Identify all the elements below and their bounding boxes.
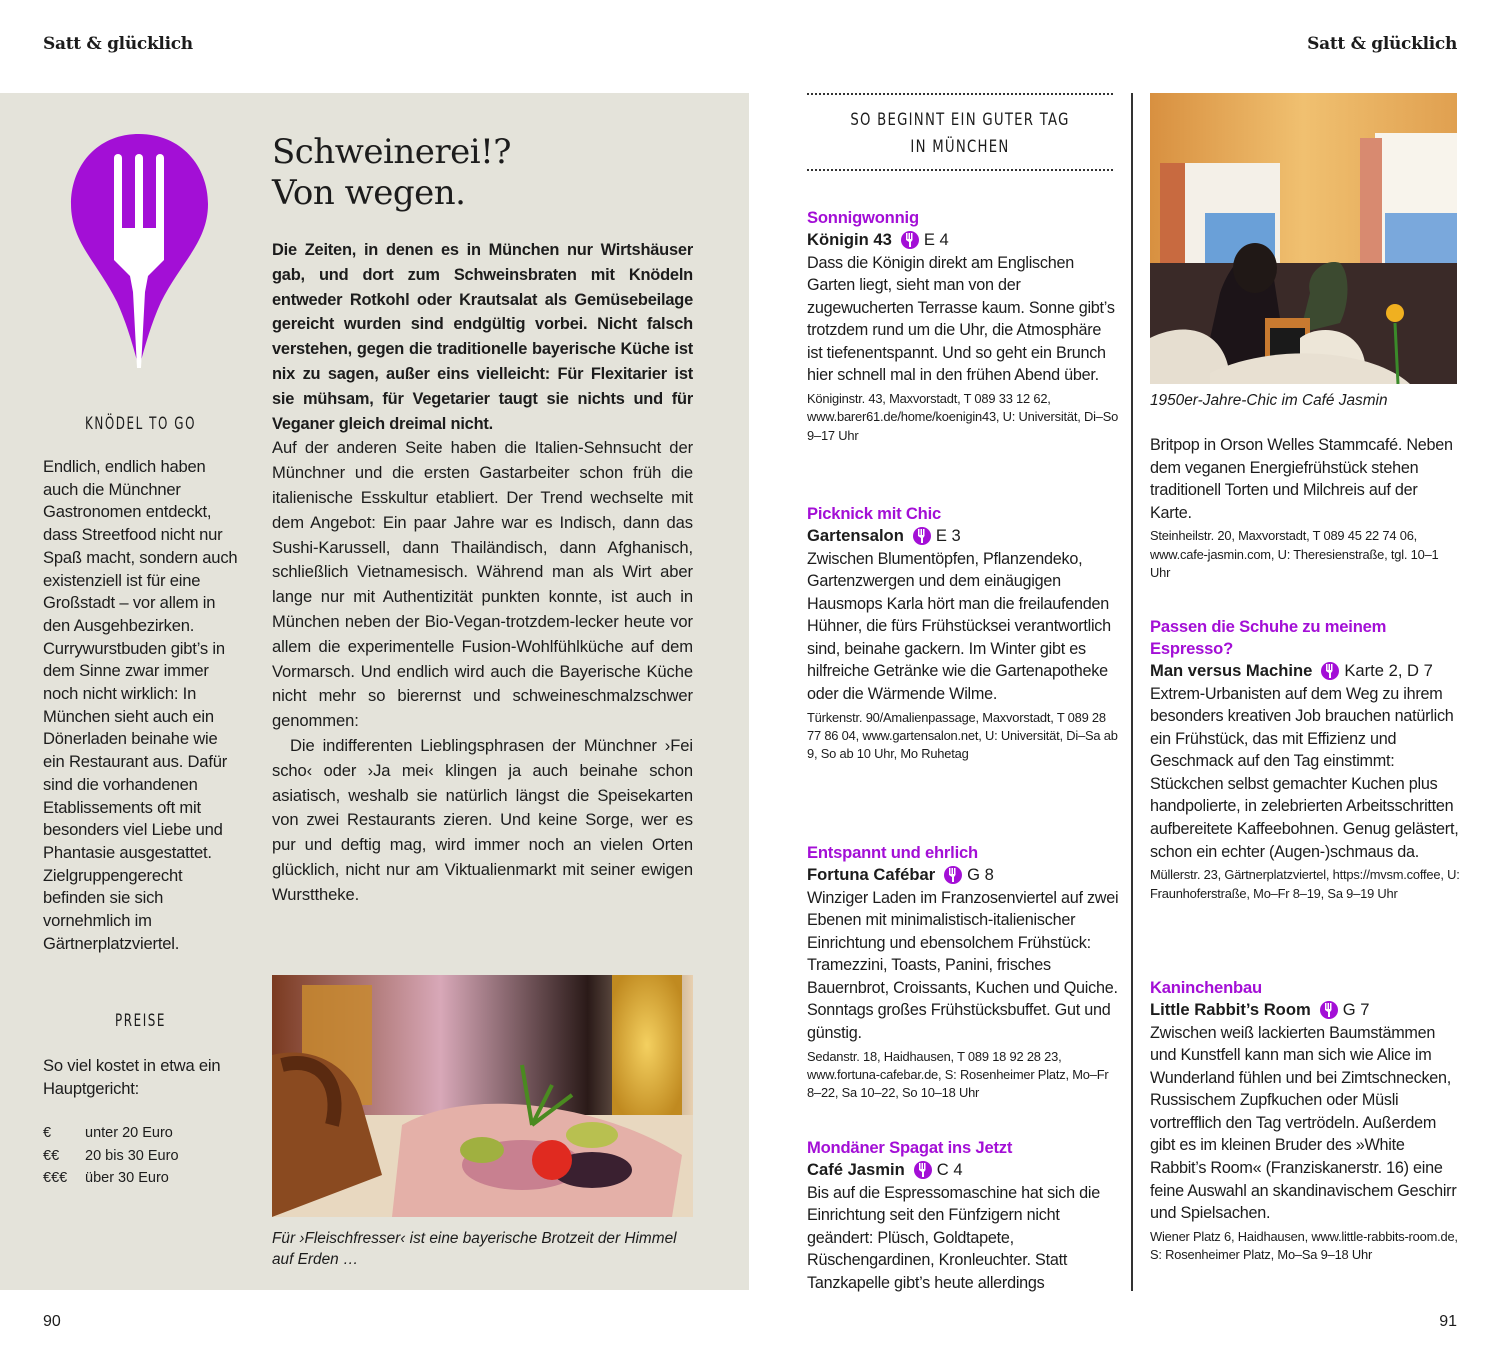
entry-name: Fortuna Cafébar bbox=[807, 865, 936, 884]
fork-pin-icon bbox=[67, 132, 212, 370]
column-divider bbox=[1131, 93, 1133, 1291]
sidebar-text-knoedel: Endlich, endlich haben auch die Münchner Gastronomen entdeckt, dass Streetfood nicht nur Spaß macht, sondern auch existenziell ist für eine Großstadt – vor allem in den Ausgehbezirken. Currywurstbuden gibt’s in dem Sinne zwar immer noch nicht wirklich: In München sieht auch ein Dönerladen beinahe wie ein Restaurant aus. Dafür sind die vorhandenen Etablissements oft mit besonders viel Liebe und Phantasie ausgestattet. Zielgruppengerecht befinden sie sich vornehmlich im Gärtnerplatzviertel. bbox=[43, 457, 238, 953]
entry-name: Gartensalon bbox=[807, 526, 904, 545]
title-line-2: Von wegen. bbox=[272, 173, 466, 213]
entry-description: Zwischen weiß lackierten Baumstämmen und Kunstfell kann man sich wie Alice im Wunderland fühlen und bei Zimtschnecken, Russischem Zupfkuchen oder Müsli vortrefflich den Tag vertrödeln. Außerdem gibt es im kleinen Bruder des »White Rabbit’s Room« (Franziskanerstr. 16) eine feine Auswahl an skandinavischem Geschirr und Spielsachen. bbox=[1150, 1023, 1457, 1223]
article-paragraph-2: Die indifferenten Lieblingsphrasen der Münchner ›Fei scho‹ oder ›Ja mei‹ klingen ja auch beinahe schon asiatisch, weshalb sie natürlich längst die Speisekarten von zwei Restaurants zieren. Und keine Sorge, wer es pur und deftig mag, wird immer noch an vielen Orten glücklich, nicht nur am Viktualienmarkt mit seiner ewigen Wursttheke. bbox=[272, 735, 693, 904]
entry-kicker: Picknick mit Chic bbox=[807, 504, 942, 523]
box-title bbox=[841, 95, 1080, 169]
entry-info: Königinstr. 43, Maxvorstadt, T 089 33 12 62, www.barer61.de/home/koenigin43, U: Universität, Di–So 9–17 Uhr bbox=[807, 391, 1119, 443]
price-symbol: €€ bbox=[43, 1147, 60, 1164]
entry-map-grid: E 4 bbox=[923, 230, 949, 249]
entry-kicker: Entspannt und ehrlich bbox=[807, 843, 978, 862]
price-row bbox=[43, 1167, 238, 1190]
fork-icon bbox=[1320, 1001, 1338, 1019]
article-lead: Die Zeiten, in denen es in München nur Wirtshäuser gab, und dort zum Schweinsbraten mit Knödeln entweder Rotkohl oder Krautsalat als Gemüsebeilage gereicht wurden sind endgültig vorbei. Nicht falsch verstehen, gegen die traditionelle bayerische Küche ist nix zu sagen, außer eins vielleicht: Für Flexitarier ist sie mühsam, für Vegetarier taugt sie nichts und für Veganer gleich dreimal nicht. bbox=[272, 241, 693, 433]
fork-icon bbox=[944, 866, 962, 884]
main-article bbox=[272, 132, 693, 908]
entry-info: Türkenstr. 90/Amalienpassage, Maxvorstadt, T 089 28 77 86 04, www.gartensalon.net, U: Universität, Di–Sa ab 9, So ab 10 Uhr, Mo Ruhetag bbox=[807, 709, 1118, 762]
listing-entry-continued bbox=[1150, 434, 1460, 583]
sidebar-prices bbox=[43, 1011, 238, 1190]
page-number-left: 90 bbox=[43, 1313, 61, 1330]
entry-name: Café Jasmin bbox=[807, 1160, 905, 1179]
fork-icon bbox=[914, 1161, 932, 1179]
entry-description-continued: Britpop in Orson Welles Stammcafé. Neben dem veganen Energiefrühstück stehen traditionell Torten und Milchreis auf der Karte. bbox=[1150, 436, 1453, 522]
article-title bbox=[272, 132, 693, 214]
entry-name-line bbox=[807, 1159, 1119, 1182]
entry-info: Sedanstr. 18, Haidhausen, T 089 18 92 28 23, www.fortuna-cafebar.de, S: Rosenheimer Platz, Mo–Fr 8–22, Sa 10–22, So 10–18 Uhr bbox=[807, 1048, 1109, 1101]
running-head-right: Satt & glücklich bbox=[1307, 34, 1457, 54]
entry-map-grid: C 4 bbox=[936, 1160, 963, 1179]
entry-description: Winziger Laden im Franzosenviertel auf zwei Ebenen mit minimalistisch-italienischer Einrichtung und ebensolchem Frühstück: Tramezzini, Toasts, Panini, frisches Bauernbrot, Croissants, Kuchen und Quiche. Sonntags großes Frühstücksbuffet. Gut und günstig. bbox=[807, 888, 1119, 1043]
entry-description: Bis auf die Espressomaschine hat sich die Einrichtung seit den Fünfzigern nicht geändert: Plüsch, Goldtapete, Rüschengardinen, Kronleuchter. Statt Tanzkapelle gibt’s heute allerdings bbox=[807, 1183, 1100, 1292]
listing-entry bbox=[1150, 977, 1460, 1265]
entry-info: Müllerstr. 23, Gärtnerplatzviertel, https://mvsm.coffee, U: Fraunhoferstraße, Mo–Fr 8–19, Sa 9–19 Uhr bbox=[1150, 867, 1460, 901]
sidebar-heading-prices: PREISE bbox=[114, 1011, 166, 1031]
entry-name-line bbox=[1150, 660, 1460, 683]
fork-icon bbox=[1321, 662, 1339, 680]
dotted-divider-bottom bbox=[807, 169, 1113, 171]
price-label: unter 20 Euro bbox=[85, 1125, 173, 1142]
prices-intro: So viel kostet in etwa ein Hauptgericht: bbox=[43, 1056, 221, 1098]
entry-map-grid: Karte 2, D 7 bbox=[1344, 661, 1433, 680]
cafe-jasmin-photo-caption: 1950er-Jahre-Chic im Café Jasmin bbox=[1150, 392, 1388, 409]
listing-entry bbox=[807, 842, 1119, 1103]
price-symbol: €€€ bbox=[43, 1170, 68, 1187]
entry-info: Wiener Platz 6, Haidhausen, www.little-rabbits-room.de, S: Rosenheimer Platz, Mo–Sa 9–18 Uhr bbox=[1150, 1228, 1458, 1263]
entry-kicker: Kaninchenbau bbox=[1150, 978, 1262, 997]
entry-name-line bbox=[807, 864, 1119, 887]
cafe-jasmin-photo bbox=[1150, 93, 1457, 384]
price-symbol: € bbox=[43, 1125, 52, 1142]
entry-name: Man versus Machine bbox=[1150, 661, 1313, 680]
entry-name-line bbox=[807, 525, 1119, 548]
box-title-line-1: SO BEGINNT EIN GUTER TAG bbox=[850, 110, 1070, 130]
price-list bbox=[43, 1122, 238, 1190]
fork-icon bbox=[901, 231, 919, 249]
entry-description: Zwischen Blumentöpfen, Pflanzendeko, Gartenzwergen und dem einäugigen Hausmops Karla hört man die freilaufenden Hühner, die fürs Frühstücksei verantwortlich sind, beinahe gackern. Im Winter gibt es hilfreiche Getränke wie die Gartenapotheke oder die Wärmende Wilme. bbox=[807, 549, 1111, 704]
article-paragraph-1: Auf der anderen Seite haben die Italien-Sehnsucht der Münchner und die ersten Gastarbeiter schon früh die italienische Esskultur etabliert. Der Trend wechselte mit dem Angebot: Ein paar Jahre war es Indisch, dann das Sushi-Karussell, dann Thailändisch, dann Afghanisch, schließlich Vietnamesisch. Während man als Wirt aber lange nur mit Authentizität punkten konnte, ist auch in München neben der Bio-Vegan-trotzdem-lecker heute vor allem die experimentelle Fusion-Wohlfühlküche auf dem Vormarsch. Und endlich wird auch die Bayerische Küche nicht mehr so bierernst und schweineschmalzschwer genommen: bbox=[272, 438, 693, 731]
listing-entry bbox=[807, 503, 1119, 764]
entry-name: Königin 43 bbox=[807, 230, 892, 249]
entry-description: Dass die Königin direkt am Englischen Garten liegt, sieht man von der zugewucherten Terrasse kaum. Sonne gibt’s trotzdem rund um die Uhr, die Atmosphäre ist tiefenentspannt. Und so geht ein Brunch hier schnell mal in den frühen Abend über. bbox=[807, 253, 1115, 385]
entry-name-line bbox=[807, 229, 1119, 252]
title-line-1: Schweinerei!? bbox=[272, 132, 511, 172]
entry-name-line bbox=[1150, 999, 1460, 1022]
fork-icon bbox=[913, 527, 931, 545]
price-label: 20 bis 30 Euro bbox=[85, 1147, 179, 1164]
entry-description: Extrem-Urbanisten auf dem Weg zu ihrem besonders kreativen Job brauchen natürlich ein Frühstück, das mit Effizienz und Geschmack auf den Tag einstimmt: Stückchen selbst gemachter Kuchen plus handpolierte, in zelebrierten Arbeitsschritten aufbereitete Kaffeebohnen. Genug gelästert, schon ein echter (Augen-)schmaus da. bbox=[1150, 684, 1459, 861]
price-row bbox=[43, 1122, 238, 1145]
running-head-left: Satt & glücklich bbox=[43, 34, 193, 54]
entry-kicker: Passen die Schuhe zu meinem Espresso? bbox=[1150, 617, 1387, 658]
entry-kicker: Mondäner Spagat ins Jetzt bbox=[807, 1138, 1013, 1157]
box-title-line-2: IN MÜNCHEN bbox=[910, 137, 1010, 157]
entry-kicker: Sonnigwonnig bbox=[807, 208, 919, 227]
entry-map-grid: G 8 bbox=[967, 865, 994, 884]
listing-entry bbox=[807, 1137, 1119, 1294]
listing-entry bbox=[1150, 616, 1460, 903]
entry-info: Steinheilstr. 20, Maxvorstadt, T 089 45 22 74 06, www.cafe-jasmin.com, U: Theresienstraße, tgl. 10–1 Uhr bbox=[1150, 528, 1439, 581]
sidebar-knoedel bbox=[43, 414, 238, 955]
price-label: über 30 Euro bbox=[85, 1170, 169, 1187]
listing-entry bbox=[807, 207, 1119, 445]
entry-name: Little Rabbit’s Room bbox=[1150, 1000, 1311, 1019]
page-number-right: 91 bbox=[1439, 1313, 1457, 1330]
price-row bbox=[43, 1145, 238, 1168]
entry-map-grid: E 3 bbox=[935, 526, 961, 545]
box-header bbox=[807, 93, 1113, 171]
entry-map-grid: G 7 bbox=[1342, 1000, 1370, 1019]
brotzeit-photo bbox=[272, 975, 693, 1217]
sidebar-heading-knoedel: KNÖDEL TO GO bbox=[84, 414, 197, 434]
brotzeit-photo-caption: Für ›Fleischfresser‹ ist eine bayerische Brotzeit der Himmel auf Erden … bbox=[272, 1230, 677, 1268]
